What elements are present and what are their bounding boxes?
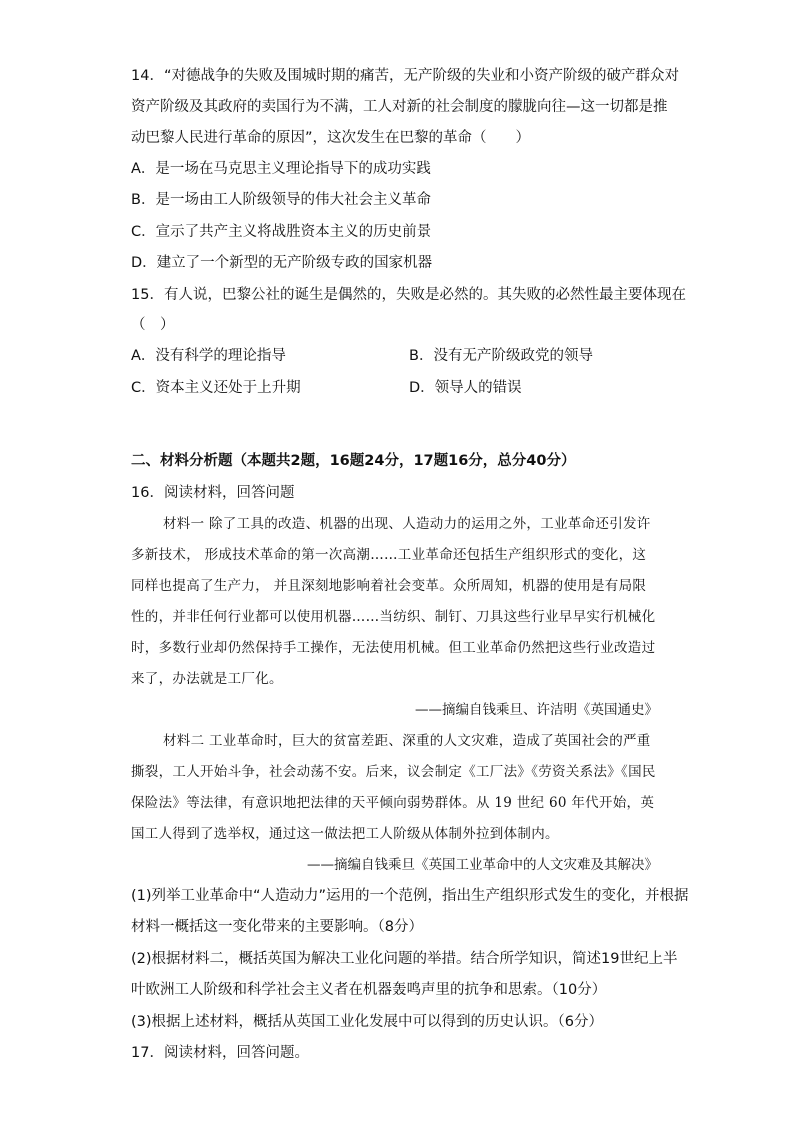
q15-option-c: C．资本主义还处于上升期 [131, 380, 301, 396]
q14-stem-line-2: 资产阶级及其政府的卖国行为不满，工人对新的社会制度的朦胧向往—这一切都是推 [131, 99, 668, 115]
q16-material1-line-5: 时，多数行业却仍然保持手工操作，无法使用机械。但工业革命仍然把这些行业改造过 [131, 640, 656, 656]
q16-intro: 16．阅读材料，回答问题 [131, 485, 295, 501]
q16-subquestion-3: (3)根据上述材料，概括从英国工业化发展中可以得到的历史认识。（6分） [131, 1014, 604, 1030]
q16-material2-line-3: 保险法》等法律，有意识地把法律的天平倾向弱势群体。从 19 世纪 60 年代开始，英 [131, 795, 655, 811]
q15-stem-line-1: 15．有人说，巴黎公社的诞生是偶然的，失败是必然的。其失败的必然性最主要体现在 [131, 287, 686, 303]
q14-stem-line-3: 动巴黎人民进行革命的原因”，这次发生在巴黎的革命（ ） [131, 130, 531, 146]
q15-stem-line-2: （ ） [131, 317, 175, 333]
q16-material2-source: ——摘编自钱乘旦《英国工业革命中的人文灾难及其解决》 [307, 857, 658, 873]
q14-option-d: D．建立了一个新型的无产阶级专政的国家机器 [131, 255, 433, 271]
q16-subquestion-2-line-2: 叶欧洲工人阶级和科学社会主义者在机器轰鸣声里的抗争和思索。（10分） [131, 982, 607, 998]
q16-subquestion-1-line-2: 材料一概括这一变化带来的主要影响。（8分） [131, 919, 423, 935]
q14-option-c: C．宣示了共产主义将战胜资本主义的历史前景 [131, 224, 432, 240]
q14-option-a: A．是一场在马克思主义理论指导下的成功实践 [131, 161, 431, 177]
q16-material2-line-2: 撕裂，工人开始斗争，社会动荡不安。后来，议会制定《工厂法》《劳资关系法》《国民 [131, 764, 656, 780]
q16-material1-line-1: 材料一 除了工具的改造、机器的出现、人造动力的运用之外，工业革命还引发许 [163, 516, 651, 532]
q16-subquestion-1-line-1: (1)列举工业革命中“人造动力”运用的一个范例，指出生产组织形式发生的变化，并根据 [131, 888, 689, 904]
q16-material1-line-2: 多新技术， 形成技术革命的第一次高潮……工业革命还包括生产组织形式的变化，这 [131, 547, 647, 563]
q17-intro: 17．阅读材料，回答问题。 [131, 1045, 309, 1061]
section-heading: 二、材料分析题（本题共2题，16题24分，17题16分，总分40分） [131, 453, 576, 469]
q16-material1-line-6: 来了，办法就是工厂化。 [131, 671, 283, 687]
q16-material1-source: ——摘编自钱乘旦、许洁明《英国通史》 [415, 702, 658, 718]
q14-stem-line-1: 14．“对德战争的失败及围城时期的痛苦，无产阶级的失业和小资产阶级的破产群众对 [131, 68, 679, 84]
q15-option-a: A．没有科学的理论指导 [131, 348, 286, 364]
q16-material2-line-1: 材料二 工业革命时，巨大的贫富差距、深重的人文灾难，造成了英国社会的严重 [163, 733, 651, 749]
q15-option-d: D．领导人的错误 [409, 380, 522, 396]
q15-option-b: B．没有无产阶级政党的领导 [409, 348, 593, 364]
q16-material1-line-3: 同样也提高了生产力， 并且深刻地影响着社会变革。众所周知，机器的使用是有局限 [131, 578, 647, 594]
q16-subquestion-2-line-1: (2)根据材料二，概括英国为解决工业化问题的举措。结合所学知识，简述19世纪上半 [131, 951, 678, 967]
q16-material1-line-4: 性的，并非任何行业都可以使用机器……当纺织、制钉、刀具这些行业早早实行机械化 [131, 609, 656, 625]
q16-material2-line-4: 国工人得到了选举权，通过这一做法把工人阶级从体制外拉到体制内。 [131, 826, 559, 842]
q14-option-b: B．是一场由工人阶级领导的伟大社会主义革命 [131, 192, 431, 208]
